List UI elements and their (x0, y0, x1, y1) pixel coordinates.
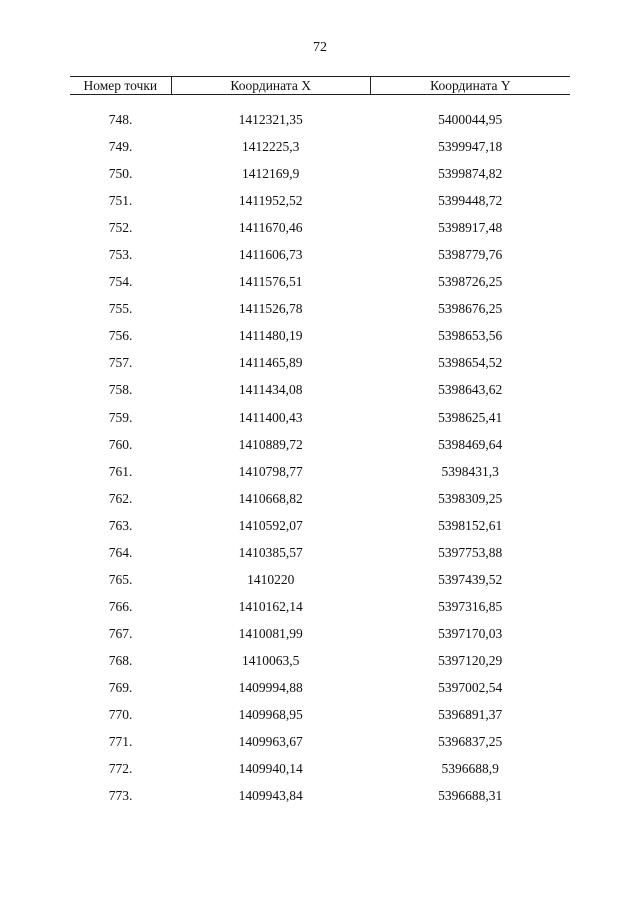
cell-coordinate-y: 5396891,37 (438, 707, 503, 723)
cell-coordinate-y: 5397002,54 (438, 680, 503, 695)
cell-point-number: 759. (108, 409, 133, 425)
cell-coordinate-x: 1410162,14 (238, 598, 303, 614)
cell-coordinate-y: 5397170,03 (438, 625, 503, 641)
cell-coordinate-y: 5396688,31 (438, 788, 503, 804)
table-row (70, 376, 570, 403)
cell-point-number: 748. (108, 112, 133, 128)
cell-coordinate-x: 1409968,95 (238, 707, 303, 723)
cell-coordinate-x: 1410889,72 (238, 436, 303, 452)
cell-point-number: 767. (108, 625, 133, 641)
cell-point-number: 756. (108, 328, 133, 344)
table-row (70, 539, 570, 566)
cell-coordinate-y: 5397439,52 (438, 571, 503, 587)
cell-coordinate-x: 1411606,73 (238, 247, 303, 263)
table-row (70, 160, 570, 187)
table-row (70, 404, 570, 431)
cell-coordinate-x: 1411670,46 (238, 220, 303, 236)
table-body (70, 95, 570, 810)
cell-coordinate-x: 1411465,89 (238, 355, 303, 371)
table-row (70, 458, 570, 485)
cell-point-number: 751. (108, 193, 133, 209)
cell-coordinate-y: 5397120,29 (438, 652, 503, 668)
coordinates-table (70, 76, 570, 809)
cell-coordinate-y: 5398726,25 (438, 274, 503, 290)
cell-point-number: 763. (108, 517, 133, 533)
cell-point-number: 771. (108, 734, 133, 750)
cell-point-number: 750. (108, 166, 133, 182)
cell-point-number: 755. (108, 301, 133, 317)
table-header (70, 77, 570, 95)
table-row (70, 268, 570, 295)
table-row (70, 782, 570, 809)
table-row (70, 512, 570, 539)
cell-point-number: 772. (108, 761, 133, 777)
cell-coordinate-x: 1411480,19 (238, 328, 303, 344)
table-row (70, 485, 570, 512)
table-row (70, 674, 570, 701)
cell-coordinate-y: 5398431,3 (441, 463, 499, 479)
cell-coordinate-y: 5398152,61 (438, 517, 503, 533)
cell-point-number: 752. (108, 220, 133, 236)
cell-point-number: 761. (108, 463, 133, 479)
page-number: 72 (313, 40, 327, 55)
cell-coordinate-x: 1410220 (247, 571, 295, 587)
table-row (70, 214, 570, 241)
table-row (70, 620, 570, 647)
cell-coordinate-y: 5400044,95 (438, 112, 503, 128)
cell-point-number: 765. (108, 571, 133, 587)
table-row (70, 593, 570, 620)
cell-coordinate-y: 5398309,25 (438, 490, 503, 506)
table-row (70, 95, 570, 134)
table-row (70, 349, 570, 376)
cell-point-number: 768. (108, 652, 133, 668)
cell-coordinate-y: 5399448,72 (438, 193, 503, 209)
cell-point-number: 758. (108, 382, 133, 398)
cell-coordinate-x: 1410385,57 (238, 544, 303, 560)
table-row (70, 295, 570, 322)
cell-coordinate-y: 5398779,76 (438, 247, 503, 263)
cell-coordinate-x: 1409943,84 (238, 788, 303, 804)
cell-coordinate-y: 5398654,52 (438, 355, 503, 371)
table-row (70, 647, 570, 674)
cell-point-number: 769. (108, 680, 133, 695)
table-row (70, 431, 570, 458)
cell-coordinate-x: 1410063,5 (242, 652, 300, 668)
table-row (70, 701, 570, 728)
cell-point-number: 760. (108, 436, 133, 452)
table-row (70, 566, 570, 593)
cell-point-number: 749. (108, 139, 133, 155)
cell-point-number: 764. (108, 544, 133, 560)
table-row (70, 187, 570, 214)
header-row (70, 77, 570, 95)
table-row (70, 241, 570, 268)
cell-coordinate-x: 1412225,3 (242, 139, 300, 155)
cell-point-number: 754. (108, 274, 133, 290)
cell-coordinate-x: 1411434,08 (238, 382, 303, 398)
cell-coordinate-y: 5398625,41 (438, 409, 503, 425)
cell-coordinate-x: 1409963,67 (238, 734, 303, 750)
cell-coordinate-x: 1411400,43 (238, 409, 303, 425)
cell-point-number: 762. (108, 490, 133, 506)
cell-coordinate-y: 5398469,64 (438, 436, 503, 452)
table-row (70, 133, 570, 160)
table-row (70, 728, 570, 755)
header-point-number: Номер точки (70, 77, 171, 95)
cell-coordinate-x: 1410592,07 (238, 517, 303, 533)
cell-coordinate-x: 1411526,78 (238, 301, 303, 317)
cell-coordinate-y: 5396688,9 (441, 761, 499, 777)
cell-coordinate-y: 5398653,56 (438, 328, 503, 344)
cell-coordinate-x: 1410081,99 (238, 625, 303, 641)
cell-point-number: 773. (108, 788, 133, 804)
header-coordinate-y: Координата Y (370, 77, 570, 95)
cell-coordinate-x: 1409940,14 (238, 761, 303, 777)
table-row (70, 755, 570, 782)
cell-coordinate-x: 1412321,35 (238, 112, 303, 128)
cell-coordinate-y: 5398917,48 (438, 220, 503, 236)
cell-coordinate-y: 5396837,25 (438, 734, 503, 750)
cell-coordinate-x: 1410798,77 (238, 463, 303, 479)
cell-coordinate-y: 5397316,85 (438, 598, 503, 614)
cell-coordinate-x: 1411952,52 (238, 193, 303, 209)
cell-coordinate-y: 5399874,82 (438, 166, 503, 182)
cell-coordinate-x: 1412169,9 (242, 166, 300, 182)
cell-coordinate-x: 1410668,82 (238, 490, 303, 506)
header-coordinate-x: Координата X (171, 77, 370, 95)
cell-coordinate-x: 1409994,88 (238, 680, 303, 695)
table-row (70, 322, 570, 349)
cell-coordinate-y: 5399947,18 (438, 139, 503, 155)
cell-point-number: 766. (108, 598, 133, 614)
cell-point-number: 757. (108, 355, 133, 371)
cell-coordinate-x: 1411576,51 (238, 274, 303, 290)
cell-coordinate-y: 5397753,88 (438, 544, 503, 560)
cell-point-number: 770. (108, 707, 133, 723)
cell-coordinate-y: 5398643,62 (438, 382, 503, 398)
cell-coordinate-y: 5398676,25 (438, 301, 503, 317)
cell-point-number: 753. (108, 247, 133, 263)
